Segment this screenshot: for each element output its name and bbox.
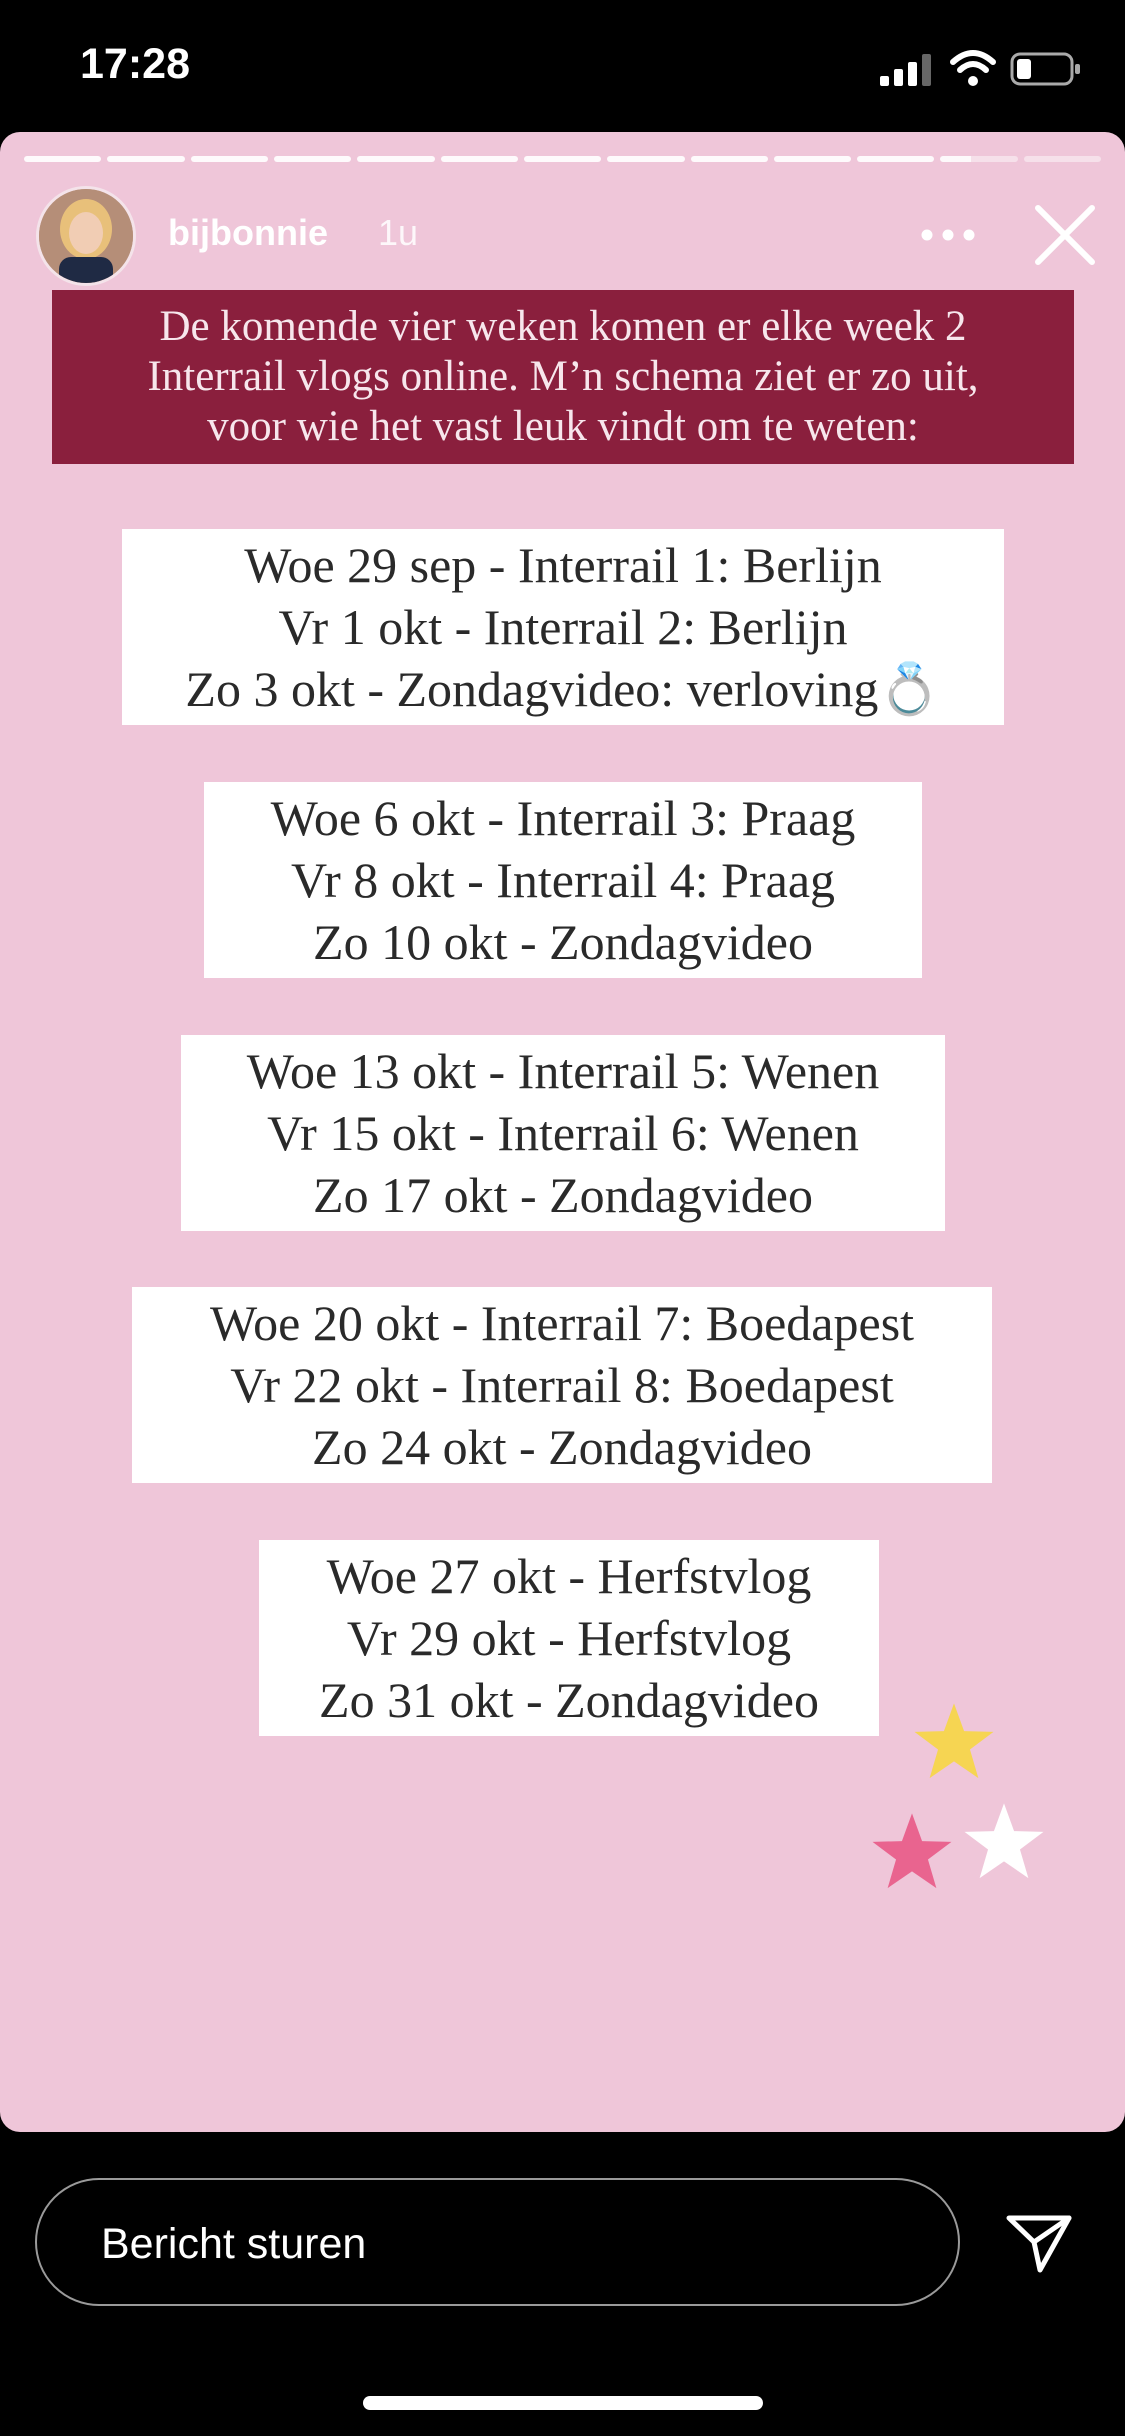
story-progress-segment (857, 156, 934, 162)
avatar[interactable] (36, 186, 136, 286)
story-time-ago: 1u (378, 212, 419, 253)
schedule-line: Woe 29 sep - Interrail 1: Berlijn (244, 537, 882, 593)
username[interactable]: bijbonnie (168, 212, 328, 253)
schedule-week-5 (259, 1540, 879, 1736)
schedule-line: Woe 27 okt - Herfstvlog (326, 1548, 812, 1604)
schedule-line: Vr 22 okt - Interrail 8: Boedapest (230, 1357, 894, 1413)
message-input[interactable] (35, 2178, 960, 2306)
banner-line: voor wie het vast leuk vindt om te weten: (207, 403, 919, 450)
schedule-week-1 (122, 529, 1004, 725)
schedule-line: Vr 15 okt - Interrail 6: Wenen (267, 1105, 859, 1161)
sticker-star-shape (873, 1813, 952, 1888)
intro-banner (52, 290, 1074, 464)
sticker-star-shape (965, 1803, 1044, 1878)
white-star-icon[interactable] (962, 1800, 1046, 1884)
story-progress-bar (24, 156, 1101, 162)
story-progress-segment (1024, 156, 1101, 162)
schedule-line: Woe 20 okt - Interrail 7: Boedapest (209, 1295, 915, 1351)
schedule-week-2 (204, 782, 922, 978)
schedule-line: Woe 6 okt - Interrail 3: Praag (270, 790, 856, 846)
schedule-week-3 (181, 1035, 945, 1231)
schedule-line: Zo 31 okt - Zondagvideo (319, 1672, 819, 1728)
schedule-line: Zo 24 okt - Zondagvideo (312, 1419, 812, 1475)
close-icon[interactable] (1032, 202, 1098, 268)
home-indicator[interactable] (363, 2396, 763, 2410)
story-progress-segment (691, 156, 768, 162)
message-placeholder: Bericht sturen (101, 2220, 367, 2268)
more-options-icon[interactable] (920, 228, 976, 242)
signal-icon (880, 54, 932, 86)
schedule-line: Woe 13 okt - Interrail 5: Wenen (246, 1043, 880, 1099)
story-progress-segment (191, 156, 268, 162)
schedule-line: Zo 17 okt - Zondagvideo (313, 1167, 813, 1223)
story-card[interactable] (0, 132, 1125, 2132)
banner-line: Interrail vlogs online. M’n schema ziet er zo uit, (147, 353, 979, 400)
story-progress-segment (441, 156, 518, 162)
story-progress-segment (274, 156, 351, 162)
status-time: 17:28 (80, 40, 190, 88)
story-progress-segment (607, 156, 684, 162)
story-progress-segment (940, 156, 1017, 162)
story-progress-segment (774, 156, 851, 162)
send-icon[interactable] (1004, 2212, 1074, 2276)
story-progress-segment (357, 156, 434, 162)
schedule-line: Vr 8 okt - Interrail 4: Praag (290, 852, 836, 908)
avatar-photo (39, 189, 133, 283)
schedule-line: Zo 10 okt - Zondagvideo (313, 914, 813, 970)
story-progress-segment (107, 156, 184, 162)
schedule-line: Vr 1 okt - Interrail 2: Berlijn (278, 599, 848, 655)
schedule-week-4 (132, 1287, 992, 1483)
schedule-line: Zo 3 okt - Zondagvideo: verloving💍 (185, 661, 941, 717)
wifi-icon (950, 48, 996, 88)
battery-icon (1010, 52, 1082, 86)
banner-line: De komende vier weken komen er elke week 2 (159, 303, 967, 350)
story-progress-segment (24, 156, 101, 162)
pink-star-icon[interactable] (870, 1810, 954, 1894)
status-bar (0, 0, 1125, 130)
story-progress-segment (524, 156, 601, 162)
sticker-star-shape (915, 1703, 994, 1778)
schedule-line: Vr 29 okt - Herfstvlog (346, 1610, 792, 1666)
yellow-star-icon[interactable] (912, 1700, 996, 1784)
